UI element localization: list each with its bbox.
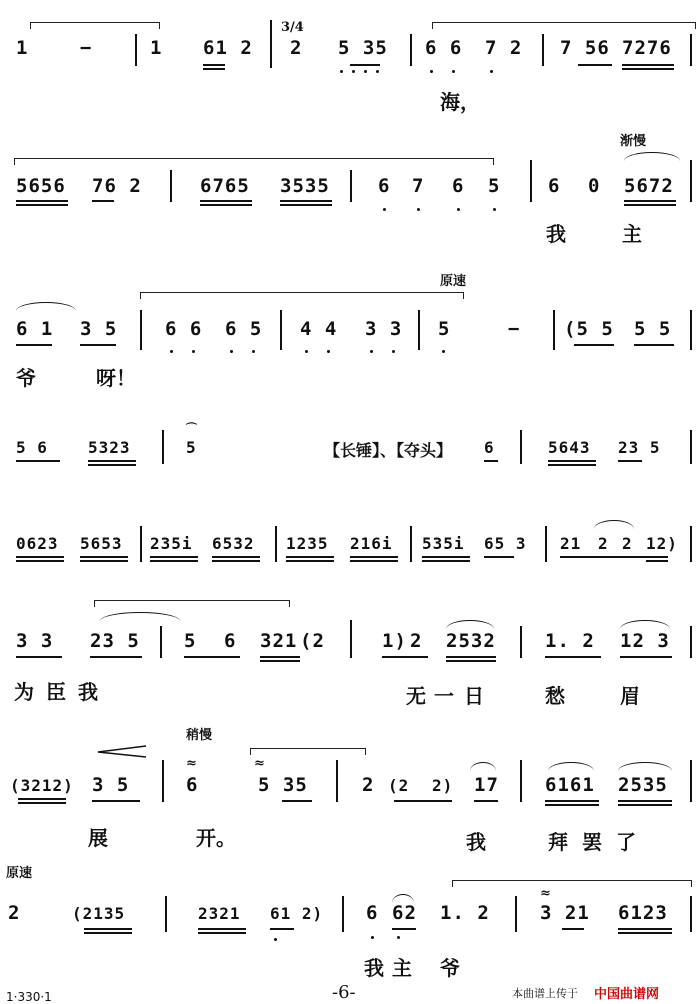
lyric: 爷: [440, 956, 460, 980]
underline: [200, 200, 252, 202]
note: 5643: [548, 438, 591, 457]
low-dot: [417, 208, 420, 211]
note: 12 3: [620, 630, 670, 652]
note: 7276: [622, 37, 672, 59]
note: 5 35: [258, 774, 308, 796]
lyric: 爷: [16, 366, 36, 390]
note: 1: [150, 37, 163, 59]
underline: [446, 656, 496, 658]
note: 5 5: [634, 318, 672, 340]
underline: [200, 204, 252, 206]
note: 1235: [286, 534, 329, 553]
tie: [16, 302, 76, 311]
lyric: 呀！: [96, 366, 136, 390]
ornament-icon: ≈: [540, 886, 551, 901]
note: 2: [410, 630, 423, 652]
low-dot: [170, 350, 173, 353]
note: 5323: [88, 438, 131, 457]
barline: [162, 430, 164, 464]
underline: [618, 928, 672, 930]
underline: [150, 556, 198, 558]
meter-mark: 3/4: [281, 20, 304, 35]
underline: [382, 656, 428, 658]
barline: [275, 526, 277, 562]
underline: [18, 802, 66, 804]
lyric: 臣: [46, 680, 66, 704]
tempo-mark: 原速: [6, 866, 33, 881]
underline: [88, 464, 136, 466]
underline: [80, 344, 116, 346]
low-dot: [457, 208, 460, 211]
underline: [260, 656, 300, 658]
underline: [622, 68, 674, 70]
underline: [198, 928, 246, 930]
slur-bracket: [140, 292, 464, 299]
underline: [446, 660, 496, 662]
barline: [350, 620, 352, 658]
note: 23 5: [90, 630, 140, 652]
note: 6: [366, 902, 379, 924]
barline: [162, 760, 164, 802]
barline: [280, 310, 282, 350]
low-dot: [430, 70, 433, 73]
note: 2: [8, 902, 21, 924]
crescendo-icon: [96, 744, 148, 758]
tie: [446, 620, 494, 629]
barline: [530, 160, 532, 202]
tempo-mark: 稍慢: [186, 728, 213, 743]
low-dot: [274, 938, 277, 941]
underline: [92, 200, 114, 202]
underline: [624, 204, 676, 206]
barline: [520, 626, 522, 658]
underline: [624, 200, 676, 202]
low-dot: [230, 350, 233, 353]
note: 5: [186, 438, 197, 457]
dash: −: [508, 318, 521, 340]
note: 2: [622, 534, 633, 553]
note: 5: [438, 318, 451, 340]
note: (3212): [10, 776, 74, 795]
underline: [545, 656, 601, 658]
underline: [84, 932, 132, 934]
note: 76 2: [92, 175, 142, 197]
lyric: 我: [78, 680, 98, 704]
low-dot: [392, 350, 395, 353]
barline: [140, 526, 142, 562]
note: 6: [484, 438, 495, 457]
note: 3 5: [80, 318, 118, 340]
low-dot: [376, 70, 379, 73]
corner-mark: 1·330·1: [6, 990, 52, 1004]
underline: [646, 560, 668, 562]
lyric: 为: [14, 680, 34, 704]
tie: [624, 152, 680, 161]
lyric: 主: [622, 222, 642, 246]
low-dot: [490, 70, 493, 73]
lyric: 愁: [545, 684, 565, 708]
underline: [350, 560, 398, 562]
barline: [542, 34, 544, 66]
low-dot: [252, 350, 255, 353]
note: 1. 2: [440, 902, 490, 924]
note: 321: [260, 630, 298, 652]
note: 5672: [624, 175, 674, 197]
note: 2532: [446, 630, 496, 652]
note: 5: [488, 175, 501, 197]
underline: [84, 928, 132, 930]
slur-bracket: [432, 22, 696, 29]
tempo-mark: 原速: [440, 274, 467, 289]
underline: [203, 64, 225, 66]
underline: [394, 800, 452, 802]
barline: [135, 34, 137, 66]
low-dot: [442, 350, 445, 353]
slur-bracket: [452, 880, 692, 887]
underline: [562, 928, 584, 930]
underline: [212, 560, 260, 562]
low-dot: [452, 70, 455, 73]
dash: −: [80, 37, 93, 59]
note: 2: [290, 37, 303, 59]
note: 21: [560, 534, 582, 553]
underline: [634, 344, 674, 346]
note: (5 5: [564, 318, 614, 340]
underline: [350, 64, 380, 66]
note: 0: [588, 175, 601, 197]
note: 0623: [16, 534, 59, 553]
low-dot: [370, 350, 373, 353]
lyric: 主: [392, 956, 412, 980]
ornament-icon: ≈: [186, 756, 197, 771]
note: 6: [186, 774, 199, 796]
note: 2: [362, 774, 375, 796]
barline: [170, 170, 172, 202]
note: 1. 2: [545, 630, 595, 652]
low-dot: [340, 70, 343, 73]
low-dot: [383, 208, 386, 211]
upload-notice: 本曲谱上传于: [512, 987, 578, 1000]
underline: [484, 556, 514, 558]
percussion-mark: 【长锤】、【夺头】: [324, 441, 453, 460]
note: 535i: [422, 534, 465, 553]
note: 5 6: [16, 438, 48, 457]
underline: [150, 560, 198, 562]
tie: [548, 762, 594, 771]
barline: [690, 896, 692, 932]
note: 3 21: [540, 902, 590, 924]
fermata-icon: ⌒: [186, 422, 197, 435]
low-dot: [305, 350, 308, 353]
note: 7 56: [560, 37, 610, 59]
lyric: 日: [464, 684, 484, 708]
barline: [165, 896, 167, 932]
lyric: 了: [616, 830, 636, 854]
note: 216i: [350, 534, 393, 553]
note: (2: [388, 776, 410, 795]
note: 7: [412, 175, 425, 197]
note: 235i: [150, 534, 193, 553]
note: 61 2): [270, 904, 324, 923]
note: 6 6: [425, 37, 463, 59]
underline: [574, 344, 614, 346]
slur-bracket: [30, 22, 160, 29]
underline: [16, 460, 60, 462]
note: 23 5: [618, 438, 661, 457]
underline: [392, 928, 416, 930]
underline: [16, 200, 68, 202]
barline: [520, 430, 522, 464]
barline: [553, 310, 555, 350]
barline: [350, 170, 352, 202]
note: 6 1: [16, 318, 54, 340]
note: 6 5: [225, 318, 263, 340]
note: 1): [382, 630, 407, 652]
barline: [520, 760, 522, 802]
underline: [620, 656, 672, 658]
note: 3 3: [365, 318, 403, 340]
underline: [618, 932, 672, 934]
underline: [184, 656, 240, 658]
underline: [80, 560, 128, 562]
tie: [594, 520, 634, 529]
lyric: 海，: [440, 90, 480, 114]
underline: [422, 556, 470, 558]
note: 12): [646, 534, 678, 553]
note: 1: [16, 37, 29, 59]
note: 6: [224, 630, 237, 652]
barline: [418, 310, 420, 350]
underline: [560, 556, 668, 558]
low-dot: [364, 70, 367, 73]
note: 5653: [80, 534, 123, 553]
underline: [280, 204, 332, 206]
note: 61 2: [203, 37, 253, 59]
note: 2): [432, 776, 454, 795]
barline: [690, 34, 692, 66]
note: 6123: [618, 902, 668, 924]
note: 2: [598, 534, 609, 553]
underline: [286, 560, 334, 562]
barline: [545, 526, 547, 562]
note: 6161: [545, 774, 595, 796]
barline: [690, 430, 692, 464]
page-number: -6-: [332, 982, 356, 1003]
lyric: 我: [466, 830, 486, 854]
note: 6: [378, 175, 391, 197]
lyric: 展: [88, 826, 108, 850]
lyric: 我: [364, 956, 384, 980]
barline: [690, 760, 692, 802]
underline: [88, 460, 136, 462]
note: 6765: [200, 175, 250, 197]
barline: [690, 310, 692, 350]
note: 2321: [198, 904, 241, 923]
underline: [618, 800, 672, 802]
barline: [690, 626, 692, 658]
note: 6532: [212, 534, 255, 553]
underline: [548, 460, 596, 462]
underline: [618, 460, 642, 462]
low-dot: [192, 350, 195, 353]
barline: [515, 896, 517, 932]
low-dot: [371, 936, 374, 939]
ornament-icon: ≈: [254, 756, 265, 771]
underline: [16, 560, 64, 562]
note: (2: [300, 630, 325, 652]
barline: [690, 526, 692, 562]
barline: [160, 626, 162, 658]
low-dot: [493, 208, 496, 211]
underline: [16, 556, 64, 558]
underline: [270, 928, 294, 930]
underline: [80, 556, 128, 558]
tie: [470, 762, 496, 771]
lyric: 我: [546, 222, 566, 246]
underline: [282, 800, 312, 802]
note: 3 5: [92, 774, 130, 796]
note: 65 3: [484, 534, 527, 553]
underline: [545, 804, 599, 806]
lyric: 一: [434, 684, 454, 708]
note: 17: [474, 774, 499, 796]
low-dot: [327, 350, 330, 353]
lyric: 罢: [582, 830, 602, 854]
note: 4 4: [300, 318, 338, 340]
note: 3 3: [16, 630, 54, 652]
note: 6 6: [165, 318, 203, 340]
barline: [140, 310, 142, 350]
underline: [548, 464, 596, 466]
barline: [410, 34, 412, 66]
site-logo[interactable]: 中国曲谱网: [594, 987, 660, 1002]
underline: [474, 800, 498, 802]
underline: [545, 800, 599, 802]
underline: [422, 560, 470, 562]
underline: [350, 556, 398, 558]
barline: [342, 896, 344, 932]
barline: [336, 760, 338, 802]
note: 6: [452, 175, 465, 197]
barline: [410, 526, 412, 562]
lyric: 眉: [620, 684, 640, 708]
underline: [16, 656, 62, 658]
note: 62: [392, 902, 417, 924]
underline: [280, 200, 332, 202]
underline: [260, 660, 300, 662]
slur-bracket: [250, 748, 366, 755]
underline: [203, 68, 225, 70]
note: 5: [184, 630, 197, 652]
underline: [578, 64, 612, 66]
tie: [100, 612, 180, 621]
underline: [622, 64, 674, 66]
underline: [212, 556, 260, 558]
underline: [198, 932, 246, 934]
lyric: 开。: [196, 826, 236, 850]
underline: [286, 556, 334, 558]
note: 3535: [280, 175, 330, 197]
underline: [90, 656, 142, 658]
low-dot: [352, 70, 355, 73]
tie: [620, 620, 670, 629]
underline: [18, 798, 66, 800]
lyric: 拜: [548, 830, 568, 854]
barline: [270, 20, 272, 68]
underline: [92, 800, 140, 802]
note: 2535: [618, 774, 668, 796]
underline: [16, 204, 68, 206]
low-dot: [397, 936, 400, 939]
underline: [618, 804, 672, 806]
underline: [16, 344, 52, 346]
note: 5656: [16, 175, 66, 197]
underline: [484, 460, 498, 462]
tempo-mark: 渐慢: [620, 134, 647, 149]
slur-bracket: [94, 600, 290, 607]
barline: [690, 160, 692, 202]
note: (2135: [72, 904, 126, 923]
lyric: 无: [406, 684, 426, 708]
slur-bracket: [14, 158, 494, 165]
note: 7 2: [485, 37, 523, 59]
tie: [618, 762, 672, 771]
note: 6: [548, 175, 561, 197]
note: 5 35: [338, 37, 388, 59]
